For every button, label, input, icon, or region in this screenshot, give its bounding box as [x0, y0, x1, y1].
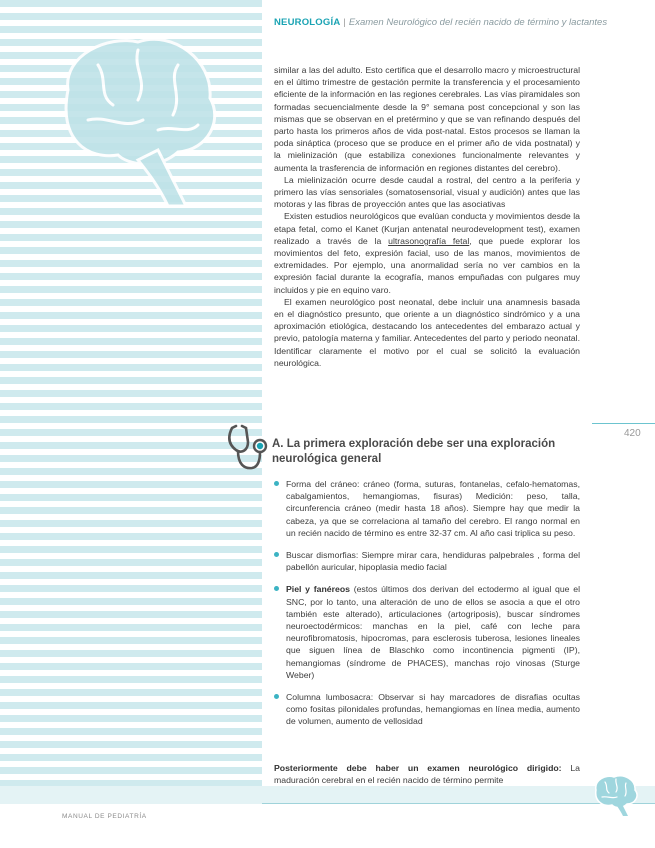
bullet-text: Buscar dismorfias: Siempre mirar cara, hendiduras palpebrales , forma del pabellón auricular, hipoplasia medio facial — [286, 550, 580, 573]
header-section: NEUROLOGÍA — [274, 17, 341, 28]
paragraph-text: Existen estudios neurológicos que evalúan conducta y movimientos desde la etapa fetal, como el Kanet (Kurjan antenatal neurodevelopment test), examen realizado a través de la — [274, 211, 580, 246]
ultrasonografia-link[interactable]: ultrasonografía fetal — [388, 235, 470, 246]
bullet-dot-icon — [274, 694, 279, 699]
bullet-text: Forma del cráneo: cráneo (forma, suturas, fontanelas, cefalo-hematomas, cabalgamientos, hemangiomas, fisuras) Medición: peso, talla, circunferencia cráneo (medir hasta 18 años). Siempre hay que medir la cabeza, ya que se correlaciona al tamaño del cerebro. El rango normal en un recién nacido de término es entre 32-37 cm. Al año casi triplica su peso. — [286, 479, 580, 538]
paragraph — [274, 210, 580, 295]
body-text — [274, 64, 580, 369]
header-separator: | — [343, 17, 346, 28]
section-heading: A. La primera exploración debe ser una exploración neurológica general — [272, 438, 556, 465]
paragraph: similar a las del adulto. Esto certifica que el desarrollo macro y microestructural en el último trimestre de gestación permite la transferencia y el procesamiento eficiente de la información en las regiones cerebrales. Las vías piramidales son formadas secuencialmente desde la 9° semana post concepcional y son las mismas que se observan en el pretérmino y que se van refinando después del parto hasta los primeros años de vida post-natal. Estos procesos se llaman la poda sináptica (proceso que se produce en el primer año de vida postnatal) y la mielinización (que estabiliza conexiones funcionalmente relevantes y aumenta la trasferencia de información en regiones distantes del cerebro). — [274, 65, 580, 173]
page-number-rule — [592, 423, 655, 424]
bullet-list — [274, 478, 580, 738]
closing-bold: Posteriormente debe haber un examen neurológico dirigido: — [274, 763, 562, 773]
stethoscope-icon — [226, 422, 274, 472]
bullet-text: Columna lumbosacra: Observar si hay marcadores de disrafias ocultas como fositas pilonidales profundas, hemangiomas en línea media, aumento de volumen, aumento de vellosidad — [286, 692, 580, 727]
paragraph: La mielinización ocurre desde caudal a rostral, del centro a la periferia y primero las vías sensoriales (somatosensorial, visual y audición) antes que las motoras y las fibras de proyección antes que las asociativas — [274, 174, 580, 210]
paragraph-text: , que puede explorar los movimientos del feto, expresión facial, uso de las manos, movimientos de extremidades. Por ejemplo, una anormalidad sería no ver cambios en la expresión facial durante la ecografía, manos empuñadas con pulgares muy incluidos y pie en equino varo. — [274, 235, 580, 295]
brain-logo-icon — [588, 772, 642, 816]
list-item — [274, 691, 580, 728]
list-item — [274, 549, 580, 573]
brain-icon — [28, 20, 228, 210]
bullet-text: (estos últimos dos derivan del ectodermo al igual que el SNC, por lo tanto, una alteración de uno de ellos se asocia a que el otro también este alterado), articulaciones (artogriposis), buscar síndromes neuroectodérmicos: manchas en la piel, café con leche para neurofibromatosis, hipocromas, para esclerosis tuberosa, lesiones lineales que siguen línea de Blaschko como incontinencia pigmenti (IP), hemangiomas (síndrome de PHACES), manchas rojo vinosas (Sturge Weber) — [286, 584, 580, 680]
bottom-band — [0, 786, 655, 804]
closing-paragraph — [274, 762, 580, 786]
bullet-dot-icon — [274, 552, 279, 557]
header-title: Examen Neurológico del recién nacido de término y lactantes — [348, 17, 608, 28]
closing-text: La maduración cerebral en el recién nacido de término permite — [274, 763, 580, 786]
list-item — [274, 478, 580, 539]
bullet-dot-icon — [274, 586, 279, 591]
running-header — [274, 17, 607, 28]
list-item — [274, 583, 580, 681]
footer-text: MANUAL DE PEDIATRÍA — [62, 813, 147, 820]
bullet-bold: Piel y fanéreos — [286, 584, 350, 595]
paragraph: El examen neurológico post neonatal, debe incluir una anamnesis basada en el diagnóstico presunto, que oriente a un diagnóstico sindrómico y a una aproximación etiológica, destacando los antecedentes del embarazo actual y previo, patología materna y familiar. Antecedentes del parto y periodo neonatal. Identificar claramente el motivo por el cual se solicitó la evaluación neurológica. — [274, 296, 580, 368]
bullet-dot-icon — [274, 481, 279, 486]
page-number: 420 — [624, 428, 641, 439]
